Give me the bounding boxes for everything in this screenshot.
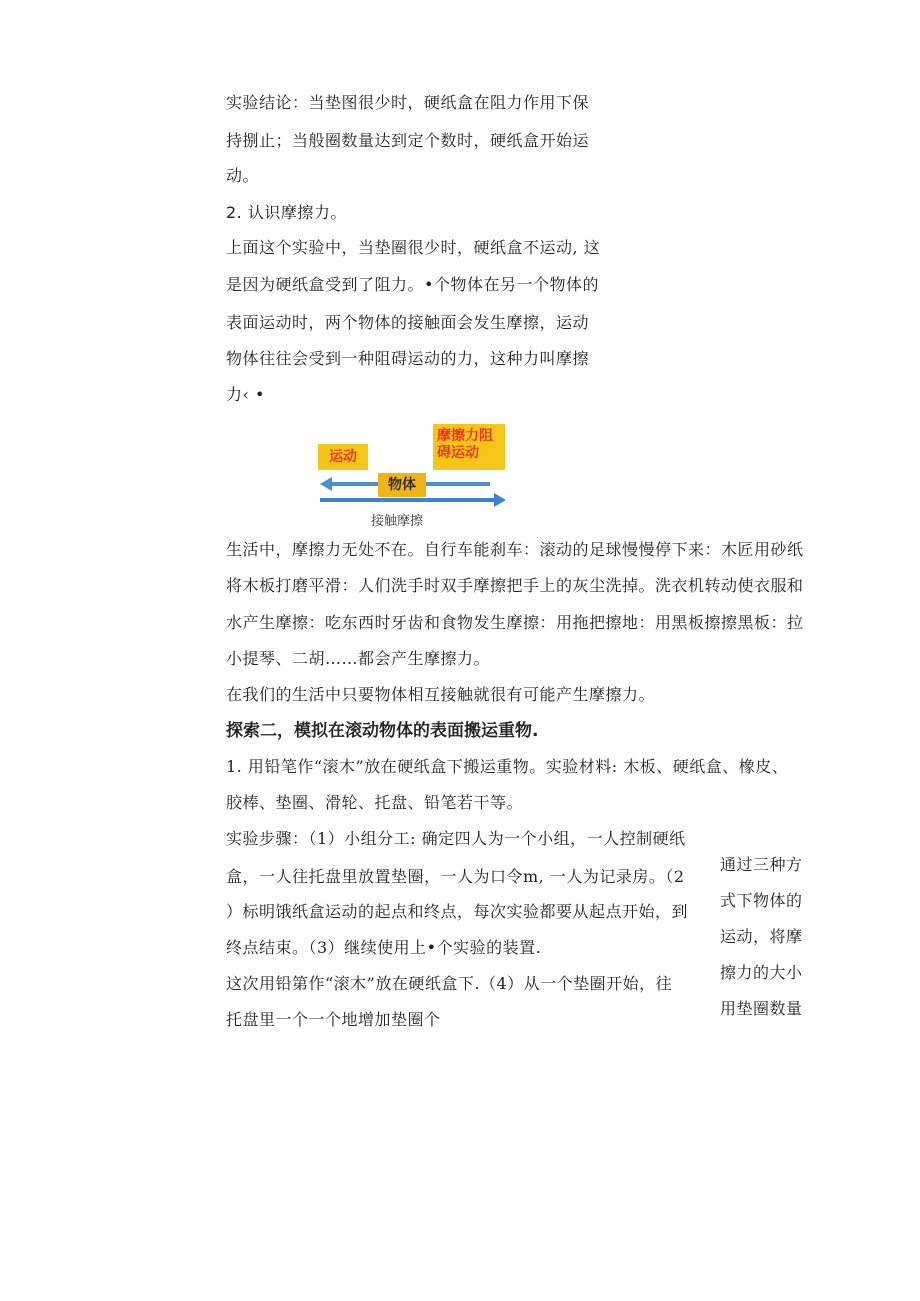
side-note-line-3: 运动，将摩 bbox=[720, 927, 803, 946]
conclusion-line-1: 实验结论：当垫图很少时，硬纸盒在阻力作用下保 bbox=[226, 93, 590, 112]
friction-label: 摩擦力阻碍运动 bbox=[437, 428, 493, 461]
steps-line-6: 托盘里一个一个地增加垫圈个 bbox=[226, 1010, 441, 1029]
side-note-line-5: 用垫圈数量 bbox=[720, 999, 803, 1018]
side-note-line-1: 通过三种方 bbox=[720, 855, 803, 874]
life-line-1: 生活中，摩擦力无处不在。自行车能刹车：滚动的足球慢慢停下来：木匠用砂纸 bbox=[226, 540, 804, 559]
explanation-line-2: 是因为硬纸盒受到了阻力。•个物体在另一个物体的 bbox=[226, 275, 599, 294]
steps-line-2: 盒，一人往托盘里放置垫圈，一人为口令m, 一人为记录房。（2 bbox=[226, 867, 685, 886]
conclusion-line-3: 动。 bbox=[226, 166, 260, 185]
explore-2-heading: 探索二，模拟在滚动物体的表面搬运重物. bbox=[226, 721, 539, 741]
life-line-2: 将木板打磨平滑：人们洗手时双手摩擦把手上的灰尘洗掉。洗衣机转动使衣服和 bbox=[226, 576, 804, 595]
life-summary: 在我们的生活中只要物体相互接触就很有可能产生摩擦力。 bbox=[226, 685, 656, 704]
explanation-line-3: 表面运动时，两个物体的接触面会发生摩擦，运动 bbox=[226, 313, 590, 332]
conclusion-line-2: 持捌止；当般圈数量达到定个数时，硬纸盒开始运 bbox=[226, 131, 590, 150]
life-line-4: 小提琴、二胡……都会产生摩擦力。 bbox=[226, 649, 491, 668]
figure-caption: 接触摩擦 bbox=[371, 514, 424, 529]
friction-arrow-head bbox=[494, 493, 506, 507]
steps-line-1: 实验步骤：（1）小组分工: 确定四人为一个小组，一人控制硬纸 bbox=[226, 829, 686, 848]
side-note-line-2: 式下物体的 bbox=[720, 891, 803, 910]
experiment-intro-line-1: 1. 用铅笔作“滚木”放在硬纸盒下搬运重物。实验材料: 木板、硬纸盒、橡皮、 bbox=[226, 757, 789, 776]
steps-line-3: ）标明饿纸盒运动的起点和终点，每次实验都要从起点开始，到 bbox=[226, 902, 689, 921]
section-2-title: 2. 认识摩擦力。 bbox=[226, 203, 347, 222]
object-label: 物体 bbox=[388, 476, 416, 493]
explanation-line-4: 物体往往会受到一种阻碍运动的力，这种力叫摩擦 bbox=[226, 349, 590, 368]
steps-line-5: 这次用铅第作“滚木”放在硬纸盒下.（4）从一个垫圈开始，往 bbox=[226, 974, 673, 993]
friction-diagram bbox=[318, 424, 510, 530]
life-line-3: 水产生摩擦：吃东西时牙齿和食物发生摩擦：用拖把擦地：用黑板擦擦黑板：拉 bbox=[226, 613, 804, 632]
explanation-line-5: 力‹ • bbox=[226, 385, 265, 404]
experiment-intro-line-2: 胶棒、垫圈、滑轮、托盘、铅笔若干等。 bbox=[226, 793, 524, 812]
steps-line-4: 终点结束。（3）继续使用上•个实验的装置. bbox=[226, 938, 542, 957]
side-note-line-4: 擦力的大小 bbox=[720, 963, 803, 982]
object-box bbox=[378, 473, 426, 497]
explanation-line-1: 上面这个实验中，当垫圈很少时，硬纸盒不运动, 这 bbox=[226, 238, 601, 257]
motion-label: 运动 bbox=[329, 448, 357, 465]
motion-arrow-head bbox=[320, 477, 332, 491]
